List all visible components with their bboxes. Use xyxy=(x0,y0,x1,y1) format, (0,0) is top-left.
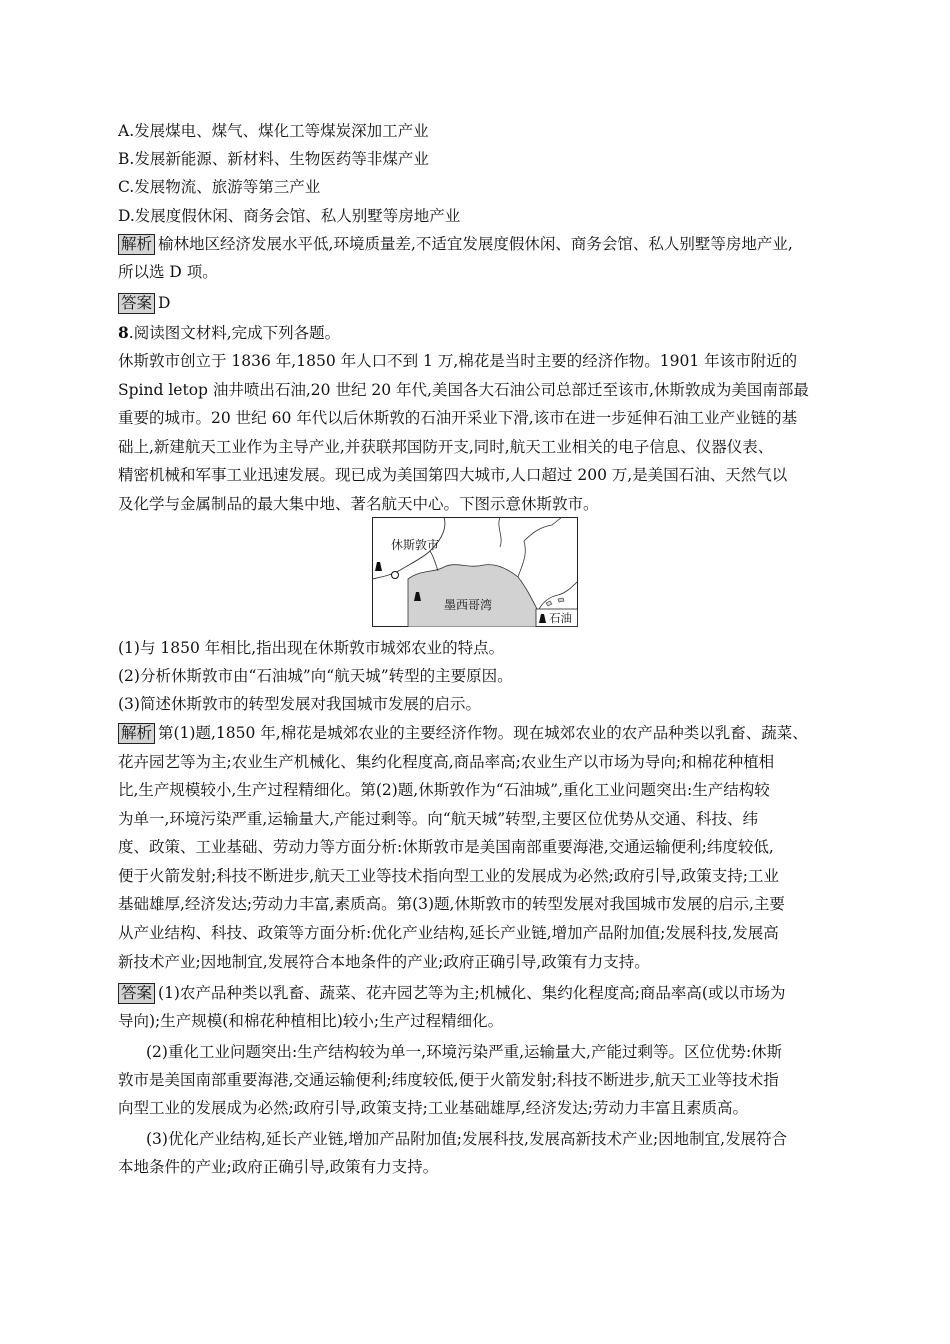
option-d: D.发展度假休闲、商务会馆、私人别墅等房地产业 xyxy=(118,207,461,225)
q8-analysis-line: 花卉园艺等为主;农业生产机械化、集约化程度高,商品率高;农业生产以市场为导向;和棉花种植相 xyxy=(118,753,775,771)
q8-analysis-line: 从产业结构、科技、政策等方面分析:优化产业结构,延长产业链,增加产品附加值;发展科技,发展高 xyxy=(118,924,779,942)
city-marker xyxy=(392,572,399,579)
answer-tag: 答案 xyxy=(118,983,155,1004)
option-a: A.发展煤电、煤气、煤化工等煤炭深加工产业 xyxy=(118,122,429,140)
sub-question: (1)与 1850 年相比,指出现在休斯敦市城郊农业的特点。 xyxy=(118,639,505,657)
q8-answer-line: 向型工业的发展成为必然;政府引导,政策支持;工业基础雄厚,经济发达;劳动力丰富且素质高。 xyxy=(118,1099,749,1117)
q7-answer-line xyxy=(118,292,170,314)
q8-answer-line: 导向);生产规模(和棉花种植相比)较小;生产过程精细化。 xyxy=(118,1012,504,1030)
q8-intro xyxy=(118,322,340,344)
q8-analysis-line: 度、政策、工业基础、劳动力等方面分析:休斯敦市是美国南部重要海港,交通运输便利;纬度较低, xyxy=(118,838,774,856)
q8-analysis-line: 基础雄厚,经济发达;劳动力丰富,素质高。第(3)题,休斯敦市的转型发展对我国城市发展的启示,主要 xyxy=(118,895,785,913)
passage-line: 休斯敦市创立于 1836 年,1850 年人口不到 1 万,棉花是当时主要的经济作物。1901 年该市附近的 xyxy=(118,352,798,370)
q8-answer-line: (2)重化工业问题突出:生产结构较为单一,环境污染严重,运输量大,产能过剩等。区位优势:休斯 xyxy=(146,1043,783,1061)
analysis-tag: 解析 xyxy=(118,234,155,255)
q8-answer-line: 本地条件的产业;政府正确引导,政策有力支持。 xyxy=(118,1158,439,1176)
q8-analysis-line: 新技术产业;因地制宜,发展符合本地条件的产业;政府正确引导,政策有力支持。 xyxy=(118,953,650,971)
question-number: 8 xyxy=(118,323,129,342)
passage-line: Spind letop 油井喷出石油,20 世纪 20 年代,美国各大石油公司总部迁至该市,休斯敦成为美国南部最 xyxy=(118,381,809,399)
q8-analysis-line: 比,生产规模较小,生产过程精细化。第(2)题,休斯敦作为“石油城”,重化工业问题突出:生产结构较 xyxy=(118,781,770,799)
q8-analysis-line: 为单一,环境污染严重,运输量大,产能过剩等。向“航天城”转型,主要区位优势从交通、科技、纬 xyxy=(118,810,759,828)
q7-answer: D xyxy=(158,294,171,312)
q8-intro-text: .阅读图文材料,完成下列各题。 xyxy=(128,324,341,342)
answer-tag: 答案 xyxy=(118,293,155,314)
q8-analysis-line: 便于火箭发射;科技不断进步,航天工业等技术指向型工业的发展成为必然;政府引导,政策支持;工业 xyxy=(118,867,780,885)
q7-analysis-text: 榆林地区经济发展水平低,环境质量差,不适宜发展度假休闲、商务会馆、私人别墅等房地产业, xyxy=(158,235,793,253)
sub-question: (3)简述休斯敦市的转型发展对我国城市发展的启示。 xyxy=(118,695,481,713)
option-c: C.发展物流、旅游等第三产业 xyxy=(118,178,321,196)
houston-map xyxy=(372,517,578,627)
analysis-tag: 解析 xyxy=(118,723,155,744)
sub-question: (2)分析休斯敦市由“石油城”向“航天城”转型的主要原因。 xyxy=(118,667,513,685)
q8-answer-line: (3)优化产业结构,延长产业链,增加产品附加值;发展科技,发展高新技术产业;因地制宜,发展符合 xyxy=(146,1130,788,1148)
island xyxy=(558,598,564,602)
city-label: 休斯敦市 xyxy=(391,538,440,552)
q8-analysis-text: 第(1)题,1850 年,棉花是城郊农业的主要经济作物。现在城郊农业的农产品种类以乳畜、蔬菜、 xyxy=(158,724,808,742)
option-b: B.发展新能源、新材料、生物医药等非煤产业 xyxy=(118,150,429,168)
q8-answer-text: (1)农产品种类以乳畜、蔬菜、花卉园艺等为主;机械化、集约化程度高;商品率高(或以市场为 xyxy=(158,984,786,1002)
legend-label: 石油 xyxy=(549,611,572,625)
passage-line: 精密机械和军事工业迅速发展。现已成为美国第四大城市,人口超过 200 万,是美国石油、天然气以 xyxy=(118,466,788,484)
q7-analysis-line: 所以选 D 项。 xyxy=(118,263,218,281)
gulf-label: 墨西哥湾 xyxy=(444,598,493,612)
q8-analysis-line xyxy=(118,722,808,744)
passage-line: 重要的城市。20 世纪 60 年代以后休斯敦的石油开采业下滑,该市在进一步延伸石油工业产业链的基 xyxy=(118,409,798,427)
q8-answer-line: 敦市是美国南部重要海港,交通运输便利;纬度较低,便于火箭发射;科技不断进步,航天工业等技术指 xyxy=(118,1071,779,1089)
q8-answer-line xyxy=(118,982,785,1004)
passage-line: 础上,新建航天工业作为主导产业,并获联邦国防开支,同时,航天工业相关的电子信息、仪器仪表、 xyxy=(118,438,774,456)
q7-analysis-line xyxy=(118,233,793,255)
passage-line: 及化学与金属制品的最大集中地、著名航天中心。下图示意休斯敦市。 xyxy=(118,495,599,513)
